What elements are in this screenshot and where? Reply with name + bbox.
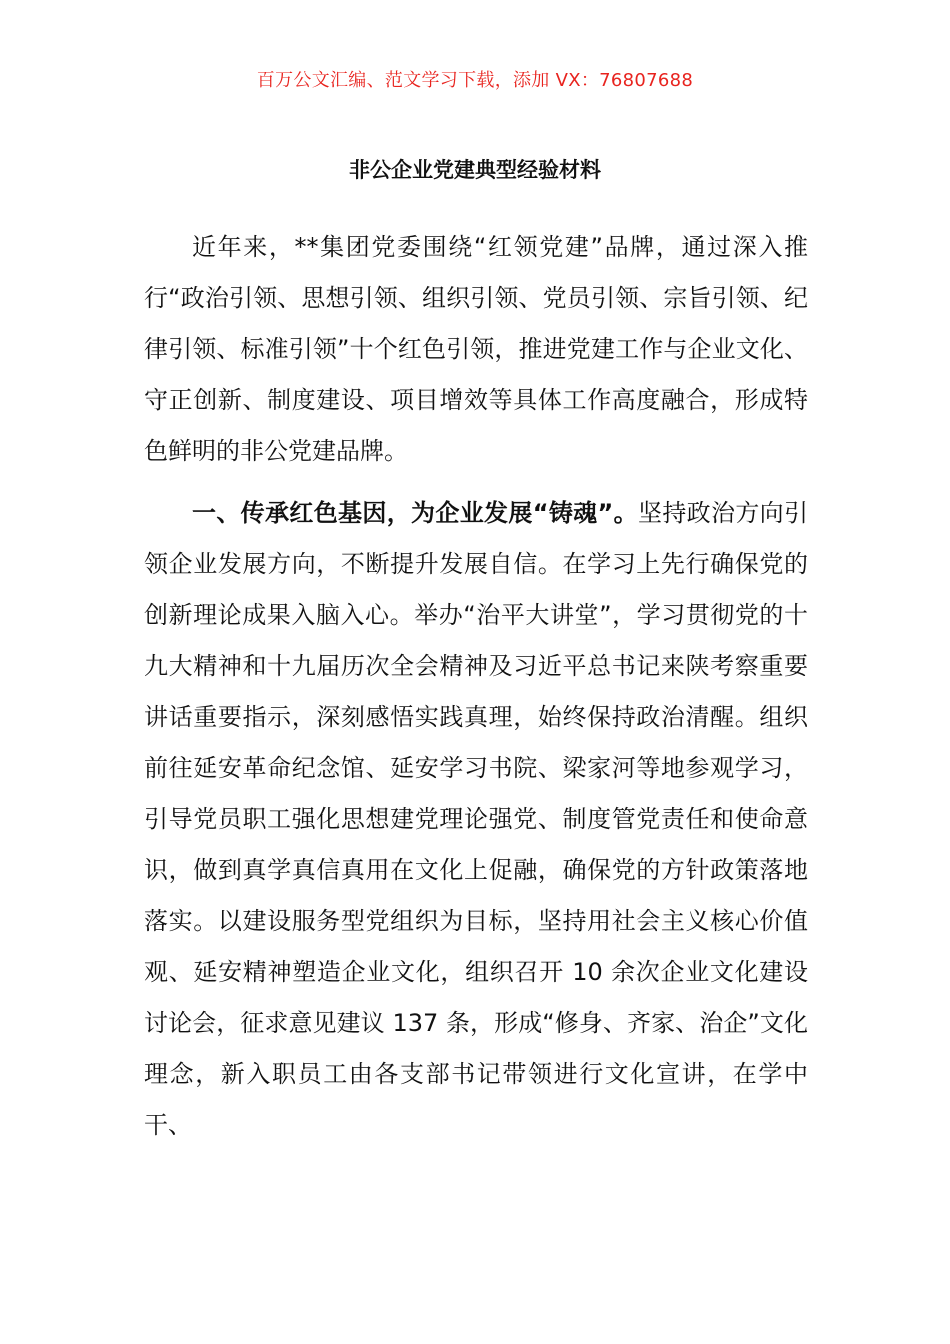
paragraph-section-one: [144, 488, 808, 1151]
header-banner: 百万公文汇编、范文学习下载，添加 VX：76807688: [256, 70, 694, 91]
section-heading: 一、传承红色基因，为企业发展“铸魂”。: [192, 499, 638, 527]
document-title: 非公企业党建典型经验材料: [349, 158, 601, 182]
paragraph-intro: 近年来，**集团党委围绕“红领党建”品牌，通过深入推行“政治引领、思想引领、组织引领、党员引领、宗旨引领、纪律引领、标准引领”十个红色引领，推进党建工作与企业文化、守正创新、制度建设、项目增效等具体工作高度融合，形成特色鲜明的非公党建品牌。: [144, 233, 808, 465]
section-body-text: 坚持政治方向引领企业发展方向，不断提升发展自信。在学习上先行确保党的创新理论成果入脑入心。举办“治平大讲堂”，学习贯彻党的十九大精神和十九届历次全会精神及习近平总书记来陕考察重要讲话重要指示，深刻感悟实践真理，始终保持政治清醒。组织前往延安革命纪念馆、延安学习书院、梁家河等地参观学习，引导党员职工强化思想建党理论强党、制度管党责任和使命意识，做到真学真信真用在文化上促融，确保党的方针政策落地落实。以建设服务型党组织为目标，坚持用社会主义核心价值观、延安精神塑造企业文化，组织召开 10 余次企业文化建设讨论会，征求意见建议 137 条，形成“修身、齐家、治企”文化理念，新入职员工由各支部书记带领进行文化宣讲，在学中干、: [144, 499, 809, 1139]
